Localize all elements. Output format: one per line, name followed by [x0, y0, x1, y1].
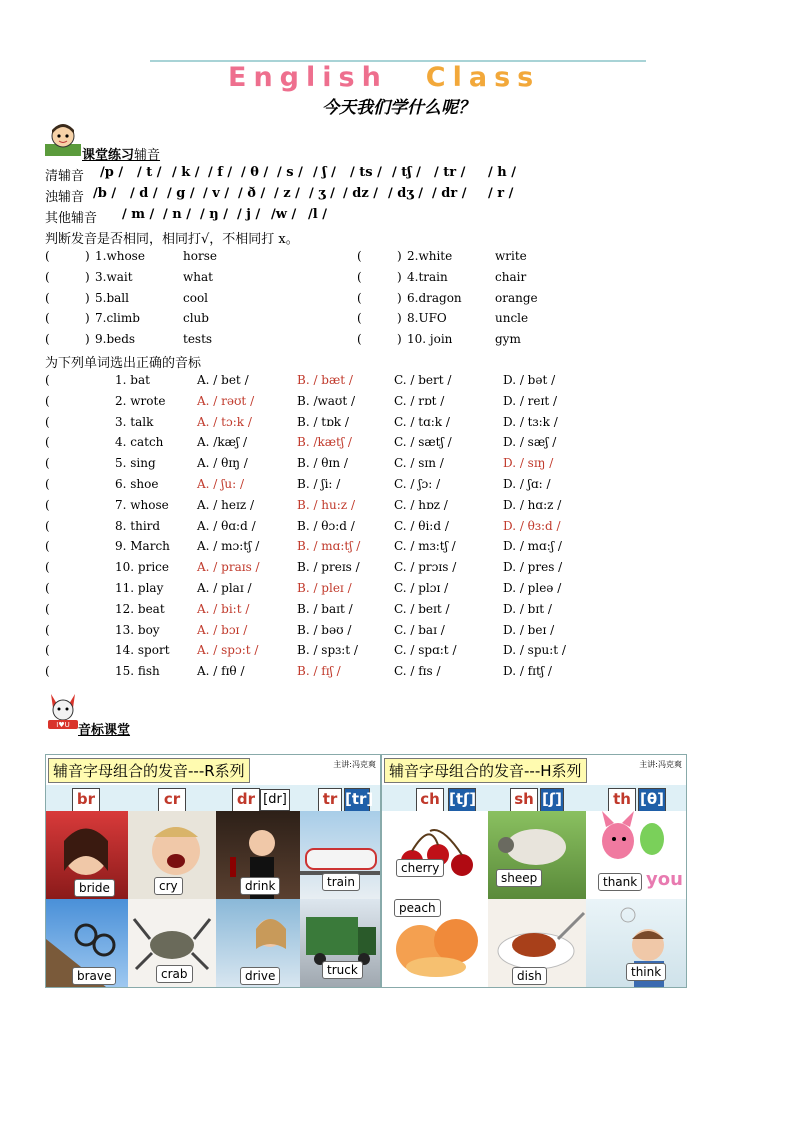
option-c[interactable]: C. / mɜ:tʃ / — [394, 539, 456, 554]
answer-paren-open: ( — [357, 249, 362, 263]
choose-word: 6. shoe — [115, 477, 159, 491]
option-a[interactable]: A. / bɔɪ / — [197, 622, 248, 637]
option-b[interactable]: B. / preɪs / — [297, 560, 360, 575]
option-c[interactable]: C. / plɔɪ / — [394, 581, 449, 595]
thank-you-picture — [586, 811, 686, 899]
choose-instruction: 为下列单词选出正确的音标 — [45, 356, 202, 371]
choose-word: 11. play — [115, 581, 164, 595]
voiced-row: 浊辅音 /b / / d / / g / / v / / ð / / z / / ʒ / / dz / / dʒ / / dr / / r / — [45, 186, 514, 205]
choose-word: 4. catch — [115, 435, 164, 450]
word-truck: truck — [322, 961, 363, 979]
answer-paren[interactable]: ( — [45, 414, 50, 429]
chip-ch: ch — [416, 788, 444, 812]
judge-word-b: orange — [495, 290, 538, 305]
judge-word-a: 7.climb — [95, 311, 140, 326]
judge-instruction: 判断发音是否相同，相同打√，不相同打 x。 — [45, 232, 299, 247]
option-b[interactable]: B. / fɪʃ / — [297, 664, 341, 679]
option-d[interactable]: D. / reɪt / — [503, 393, 558, 408]
choose-word: 9. March — [115, 539, 170, 554]
choose-word: 1. bat — [115, 373, 150, 387]
option-b[interactable]: B. / tɒk / — [297, 414, 349, 429]
choose-row — [45, 498, 605, 518]
r-teacher-label: 主讲:冯克爽 — [333, 760, 376, 769]
word-bride: bride — [74, 879, 115, 897]
option-d[interactable]: D. / bɪt / — [503, 601, 552, 616]
drive-picture — [216, 899, 300, 987]
judge-word-a: 4.train — [407, 269, 448, 284]
choose-row — [45, 664, 605, 684]
choose-row — [45, 560, 605, 580]
chip-th: th — [608, 788, 636, 812]
option-a[interactable]: A. / plaɪ / — [197, 581, 252, 595]
answer-paren[interactable]: ( — [45, 601, 50, 616]
voiceless-row: 清辅音 /p / / t / / k / / f / / θ / / s / / ʃ / / ts / / tʃ / / tr / / h / — [45, 165, 516, 184]
judge-word-a: 8.UFO — [407, 311, 447, 326]
chip-cr: cr — [158, 788, 186, 812]
judge-item — [357, 311, 657, 331]
sheep-picture — [488, 811, 586, 899]
option-a[interactable]: A. / rəʊt / — [197, 393, 255, 408]
h-series-panel — [381, 754, 687, 988]
option-c[interactable]: C. / θi:d / — [394, 518, 449, 533]
choose-row — [45, 394, 605, 414]
option-d[interactable]: D. / fɪtʃ / — [503, 664, 552, 679]
option-a[interactable]: A. / ʃu: / — [197, 477, 245, 491]
section-phonics-label: 音标课堂 — [78, 723, 131, 738]
title-english-word: English — [228, 62, 388, 93]
chip-dr: dr — [232, 788, 260, 812]
judge-word-b: write — [495, 249, 527, 263]
choose-row — [45, 415, 605, 435]
word-cherry: cherry — [396, 859, 444, 877]
answer-blank[interactable]: ) — [397, 290, 402, 305]
option-c[interactable]: C. / fɪs / — [394, 664, 441, 679]
option-d[interactable]: D. / tɜ:k / — [503, 414, 558, 429]
answer-paren-open: ( — [45, 332, 50, 347]
chip-tr: tr — [318, 788, 342, 812]
cartoon-fox-icon — [45, 690, 81, 729]
answer-paren-open: ( — [45, 249, 50, 263]
option-d[interactable]: D. / hɑ:z / — [503, 497, 562, 512]
bride-picture — [46, 811, 128, 899]
word-dish: dish — [512, 967, 547, 985]
think-picture — [586, 899, 686, 987]
judge-item — [357, 291, 657, 311]
choose-word: 2. wrote — [115, 393, 166, 408]
answer-paren-open: ( — [357, 290, 362, 305]
option-c[interactable]: C. / ʃɔ: / — [394, 477, 441, 491]
option-b[interactable]: B. / θɔ:d / — [297, 518, 355, 533]
answer-paren[interactable]: ( — [45, 518, 50, 533]
choose-word: 8. third — [115, 518, 161, 533]
option-a[interactable]: A. / mɔ:tʃ / — [197, 539, 260, 554]
answer-paren[interactable]: ( — [45, 373, 50, 387]
judge-word-b: uncle — [495, 311, 529, 326]
option-c[interactable]: C. / rɒt / — [394, 393, 445, 408]
cherry-peach-picture — [382, 811, 488, 987]
option-a[interactable]: A. / θɪŋ / — [197, 456, 248, 471]
section-practice-label: 课堂练习辅音 — [82, 148, 161, 163]
option-a[interactable]: A. / heɪz / — [197, 497, 254, 512]
judge-word-b: cool — [183, 290, 209, 305]
answer-blank[interactable]: ) — [397, 249, 402, 263]
phonetic-dr: [dr] — [260, 789, 290, 811]
option-a[interactable]: A. / bi:t / — [197, 601, 250, 616]
choose-word: 13. boy — [115, 622, 160, 637]
option-c[interactable]: C. / tɑ:k / — [394, 414, 450, 429]
choose-word: 10. price — [115, 560, 169, 575]
judge-item — [357, 270, 657, 290]
word-drink: drink — [240, 877, 280, 895]
choose-row — [45, 581, 605, 601]
word-drive: drive — [240, 967, 280, 985]
option-d[interactable]: D. / sɪŋ / — [503, 456, 554, 471]
h-teacher-label: 主讲:冯克爽 — [639, 760, 682, 769]
brave-picture — [46, 899, 128, 987]
answer-blank[interactable]: ) — [397, 311, 402, 326]
judge-word-a: 5.ball — [95, 290, 129, 305]
option-a[interactable]: A. / praɪs / — [197, 560, 260, 575]
option-a[interactable]: A. / bet / — [197, 373, 249, 387]
choose-word: 14. sport — [115, 643, 170, 658]
judge-word-a: 2.white — [407, 249, 453, 263]
option-d[interactable]: D. / θɜ:d / — [503, 518, 561, 533]
choose-row — [45, 435, 605, 455]
option-c[interactable]: C. / spɑ:t / — [394, 643, 457, 658]
word-peach: peach — [394, 899, 441, 917]
option-b[interactable]: B. / θɪn / — [297, 456, 348, 471]
subtitle-cn: 今天我们学什么呢？ — [322, 98, 475, 118]
judge-item — [357, 249, 657, 269]
judge-word-b: club — [183, 311, 209, 326]
judge-word-b: tests — [183, 332, 213, 347]
train-picture — [300, 811, 380, 899]
option-a[interactable]: A. /kæʃ / — [197, 435, 248, 450]
chip-sh: sh — [510, 788, 538, 812]
choose-row — [45, 373, 605, 393]
judge-item — [45, 311, 345, 331]
judge-word-b: gym — [495, 332, 521, 347]
answer-paren[interactable]: ( — [45, 622, 50, 637]
word-you: you — [646, 869, 683, 890]
option-d[interactable]: D. / ʃɑ: / — [503, 477, 551, 491]
judge-word-b: what — [183, 269, 213, 284]
word-brave: brave — [72, 967, 116, 985]
option-d[interactable]: D. / pres / — [503, 560, 563, 575]
option-b[interactable]: B. / spɜ:t / — [297, 643, 358, 658]
option-a[interactable]: A. / fɪθ / — [197, 664, 245, 679]
option-c[interactable]: C. / beɪt / — [394, 601, 450, 616]
word-sheep: sheep — [496, 869, 542, 887]
choose-word: 12. beat — [115, 601, 165, 616]
answer-blank[interactable]: ) — [85, 311, 90, 326]
option-a[interactable]: A. / θɑ:d / — [197, 518, 256, 533]
option-b[interactable]: B. / baɪt / — [297, 601, 353, 616]
judge-word-a: 9.beds — [95, 332, 136, 347]
option-c[interactable]: C. / bert / — [394, 373, 452, 387]
other-consonants-row: 其他辅音 / m / / n / / ŋ / / j / /w / /l / — [45, 207, 327, 226]
answer-paren[interactable]: ( — [45, 435, 50, 450]
word-train: train — [322, 873, 360, 891]
word-cry: cry — [154, 877, 183, 895]
phonetic-th: [θ] — [638, 788, 666, 812]
answer-paren[interactable]: ( — [45, 539, 50, 554]
crab-picture — [128, 899, 216, 987]
phonetic-tr: [tr] — [344, 788, 370, 812]
answer-paren[interactable]: ( — [45, 581, 50, 595]
word-thank: thank — [598, 873, 642, 891]
cartoon-girl-icon — [45, 122, 81, 156]
cry-picture — [128, 811, 216, 899]
answer-paren[interactable]: ( — [45, 664, 50, 679]
judge-item — [45, 249, 345, 269]
choose-row — [45, 643, 605, 663]
word-crab: crab — [156, 965, 193, 983]
choose-word: 5. sing — [115, 456, 156, 471]
judge-word-a: 6.dragon — [407, 290, 462, 305]
option-b[interactable]: B. / bæt / — [297, 373, 353, 387]
judge-word-b: horse — [183, 249, 217, 263]
dish-picture — [488, 899, 586, 987]
answer-paren[interactable]: ( — [45, 477, 50, 491]
choose-row — [45, 623, 605, 643]
judge-word-a: 10. join — [407, 332, 453, 347]
phonetic-ch: [tʃ] — [448, 788, 476, 812]
answer-paren-open: ( — [45, 290, 50, 305]
svg-text:I♥U: I♥U — [56, 721, 70, 729]
choose-row — [45, 456, 605, 476]
option-b[interactable]: B. /waʊt / — [297, 393, 356, 408]
option-d[interactable]: D. / pleə / — [503, 581, 562, 595]
option-c[interactable]: C. / baɪ / — [394, 622, 445, 637]
answer-paren[interactable]: ( — [45, 456, 50, 471]
option-c[interactable]: C. / sætʃ / — [394, 435, 452, 450]
judge-word-a: 3.wait — [95, 269, 133, 284]
answer-blank[interactable]: ) — [85, 269, 90, 284]
drink-picture — [216, 811, 300, 899]
judge-word-b: chair — [495, 269, 527, 284]
answer-paren-open: ( — [357, 332, 362, 347]
judge-item — [45, 270, 345, 290]
judge-item — [45, 332, 345, 352]
choose-row — [45, 477, 605, 497]
answer-paren-open: ( — [357, 269, 362, 284]
choose-word: 7. whose — [115, 497, 169, 512]
option-d[interactable]: D. / mɑ:ʃ / — [503, 539, 562, 554]
option-b[interactable]: B. / bəʊ / — [297, 622, 352, 637]
choose-row — [45, 519, 605, 539]
chip-br: br — [72, 788, 100, 812]
answer-paren[interactable]: ( — [45, 643, 50, 658]
answer-paren-open: ( — [45, 269, 50, 284]
option-b[interactable]: B. / pleɪ / — [297, 581, 352, 595]
judge-item — [357, 332, 657, 352]
judge-item — [45, 291, 345, 311]
option-c[interactable]: C. / hɒz / — [394, 497, 448, 512]
answer-paren[interactable]: ( — [45, 393, 50, 408]
phonetic-sh: [ʃ] — [540, 788, 564, 812]
option-b[interactable]: B. / hu:z / — [297, 497, 355, 512]
answer-blank[interactable]: ) — [85, 290, 90, 305]
choose-word: 15. fish — [115, 664, 160, 679]
truck-picture — [300, 899, 380, 987]
r-series-title: 辅音字母组合的发音---R系列 — [48, 758, 250, 783]
option-a[interactable]: A. / spɔ:t / — [197, 643, 259, 658]
answer-blank[interactable]: ) — [397, 332, 402, 347]
answer-blank[interactable]: ) — [85, 249, 90, 263]
option-d[interactable]: D. / sæʃ / — [503, 435, 557, 450]
choose-word: 3. talk — [115, 414, 154, 429]
answer-blank[interactable]: ) — [85, 332, 90, 347]
answer-paren[interactable]: ( — [45, 560, 50, 575]
choose-row — [45, 539, 605, 559]
option-d[interactable]: D. / bət / — [503, 373, 556, 387]
answer-blank[interactable]: ) — [397, 269, 402, 284]
answer-paren[interactable]: ( — [45, 497, 50, 512]
option-d[interactable]: D. / spu:t / — [503, 643, 566, 658]
option-b[interactable]: B. /kætʃ / — [297, 435, 352, 450]
option-b[interactable]: B. / ʃi: / — [297, 477, 341, 491]
option-a[interactable]: A. / tɔ:k / — [197, 414, 252, 429]
option-b[interactable]: B. / mɑ:tʃ / — [297, 539, 361, 554]
choose-row — [45, 602, 605, 622]
option-c[interactable]: C. / sɪn / — [394, 456, 444, 471]
option-c[interactable]: C. / prɔɪs / — [394, 560, 457, 575]
answer-paren-open: ( — [357, 311, 362, 326]
judge-word-a: 1.whose — [95, 249, 145, 263]
h-series-title: 辅音字母组合的发音---H系列 — [384, 758, 587, 783]
option-d[interactable]: D. / beɪ / — [503, 622, 555, 637]
r-series-panel — [45, 754, 381, 988]
title-class-word: Class — [425, 62, 541, 93]
english-class-title — [228, 62, 540, 93]
answer-paren-open: ( — [45, 311, 50, 326]
word-think: think — [626, 963, 666, 981]
